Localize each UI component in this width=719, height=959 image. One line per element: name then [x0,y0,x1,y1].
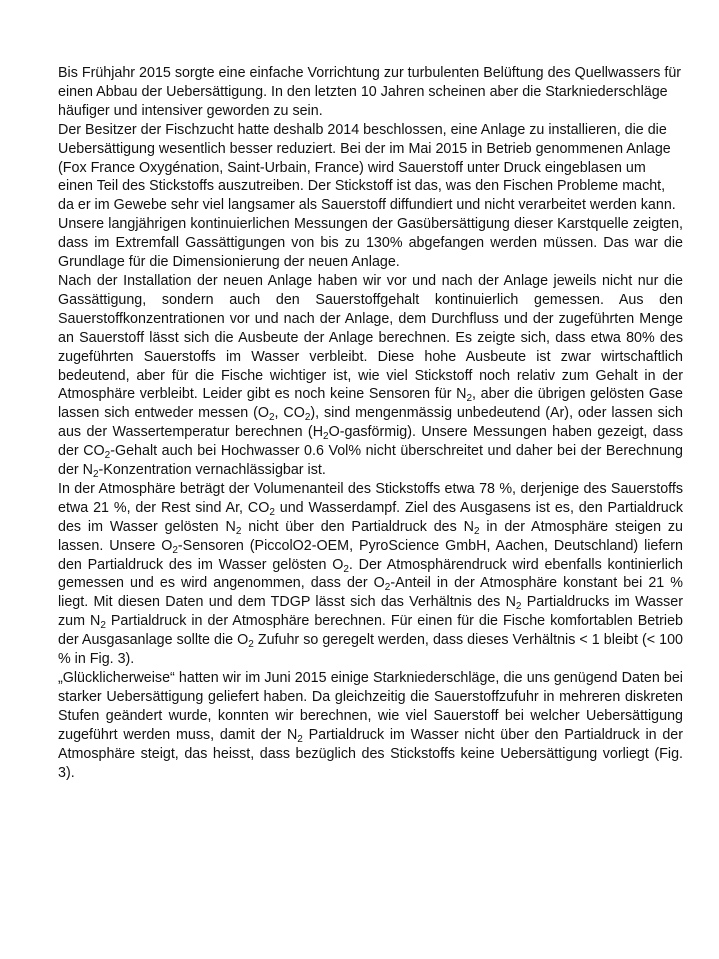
text-run: und Wasserdampf. Ziel des Ausgasens ist es, den Partialdruck des im Wasser gelösten N [58,499,684,535]
subscript: 2 [473,525,480,537]
subscript: 2 [304,412,311,424]
text-run: , CO [274,405,305,422]
text-run: ), sind mengenmässig unbedeutend (Ar), oder lassen sich aus der Wassertemperatur berechnen (H [58,405,684,441]
subscript: 2 [92,469,99,481]
subscript: 2 [384,582,391,594]
text-run: Nach der Installation der neuen Anlage haben wir vor und nach der Anlage jeweils nicht nur die Gassättigung, sondern auch den Sauerstoffgehalt kontinuierlich gemessen. Aus den Sauerstoffkonzentrationen vor und nach der Anlage, dem Durchfluss und der zugeführten Menge an Sauerstoff lässt sich die Ausbeute der Anlage berechnen. Es zeigte sich, dass etwa 80% des zugeführten Sauerstoffs im Wasser verbleibt. Diese hohe Ausbeute ist zwar wirtschaftlich bedeutend, aber für die Fische wichtiger ist, wie viel Stickstoff noch relativ zum Gehalt in der Atmosphäre verbleibt. Leider gibt es noch keine Sensoren für N [58,272,683,403]
subscript: 2 [268,412,275,424]
paragraph-2 [58,121,683,216]
text-run: -Gehalt auch bei Hochwasser 0.6 Vol% nicht überschreitet und daher bei der Berechnung der N [58,443,683,479]
text-run: nicht über den Partialdruck des N [241,518,474,535]
text-run: -Anteil in der Atmosphäre konstant bei 21 % liegt. Mit diesen Daten und dem TDGP lässt sich das Verhältnis des N [58,575,683,611]
subscript: 2 [297,733,303,745]
text-run: . Der Atmosphärendruck wird ebenfalls kontinierlich gemessen und es wird angenommen, dass der O [58,556,683,592]
subscript: 2 [269,506,275,518]
document-page [58,64,683,782]
paragraph-5 [58,480,683,669]
text-run: Partialdruck im Wasser nicht über den Partialdruck in der Atmosphäre steigt, das heisst, dass bezüglich des Stickstoffs keine Uebersättigung vorliegt (Fig. 3). [58,726,683,781]
subscript: 2 [100,620,106,632]
paragraph-3 [58,215,683,272]
text-run: Unsere langjährigen kontinuierlichen Messungen der Gasübersättigung dieser Karstquelle zeigten, dass im Extremfall Gassättigungen von bis zu 130% abgefangen werden müssen. Das war die Grundlage für die Dimensionierung der neuen Anlage. [58,216,683,271]
subscript: 2 [343,563,349,575]
subscript: 2 [466,393,473,405]
text-run: Partialdruck in der Atmosphäre berechnen. Für einen für die Fische komfortablen Betrieb der Ausgasanlage sollte die O [58,613,683,649]
text-run: Partialdrucks im Wasser zum N [58,594,683,630]
text-run: in der Atmosphäre steigen zu lassen. Unsere O [58,518,684,554]
text-run: Bis Frühjahr 2015 sorgte eine einfache Vorrichtung zur turbulenten Belüftung des Quellwassers für einen Abbau der Uebersättigung. In den letzten 10 Jahren scheinen aber die Starkniederschläge häufiger und intensiver geworden zu sein. [58,65,682,119]
text-run: -Konzentration vernachlässigbar ist. [98,462,326,479]
paragraph-6 [58,669,683,782]
subscript: 2 [323,431,329,443]
subscript: 2 [104,450,111,462]
paragraph-1 [58,64,683,121]
subscript: 2 [235,525,242,537]
subscript: 2 [172,544,178,556]
text-run: Der Besitzer der Fischzucht hatte deshalb 2014 beschlossen, eine Anlage zu installieren, die die Uebersättigung wesentlich besser reduziert. Bei der im Mai 2015 in Betrieb genommenen Anlage (Fox France Oxygénation, Saint-Urbain, France) wird Sauerstoff unter Druck eingeblasen um einen Teil des Stickstoffs auszutreiben. Der Stickstoff ist das, was den Fischen Probleme macht, da er im Gewebe sehr viel langsamer als Sauerstoff diffundiert und nicht verarbeitet werden kann. [58,121,676,214]
text-run: , aber die übrigen gelösten Gase lassen sich entweder messen (O [58,386,683,422]
subscript: 2 [248,639,254,651]
text-run: -Sensoren (PiccolO2-OEM, PyroScience GmbH, Aachen, Deutschland) liefern den Partialdruck des im Wasser gelösten O [58,537,684,573]
paragraph-4 [58,272,683,480]
text-run: Zufuhr so geregelt werden, dass dieses Verhältnis < 1 bleibt (< 100 % in Fig. 3). [58,632,683,668]
subscript: 2 [515,601,522,613]
text-run: O-gasförmig). Unsere Messungen haben gezeigt, dass der CO [58,424,684,460]
text-run: In der Atmosphäre beträgt der Volumenanteil des Stickstoffs etwa 78 %, derjenige des Sauerstoffs etwa 21 %, der Rest sind Ar, CO [58,480,683,516]
text-run: „Glücklicherweise“ hatten wir im Juni 2015 einige Starkniederschläge, die uns genügend Daten bei starker Uebersättigung geliefert haben. Da gleichzeitig die Sauerstoffzufuhr in mehreren diskreten Stufen geändert wurde, konnten wir berechnen, wie viel Sauerstoff bei welcher Uebersättigung zugeführt werden muss, damit der N [58,670,683,743]
